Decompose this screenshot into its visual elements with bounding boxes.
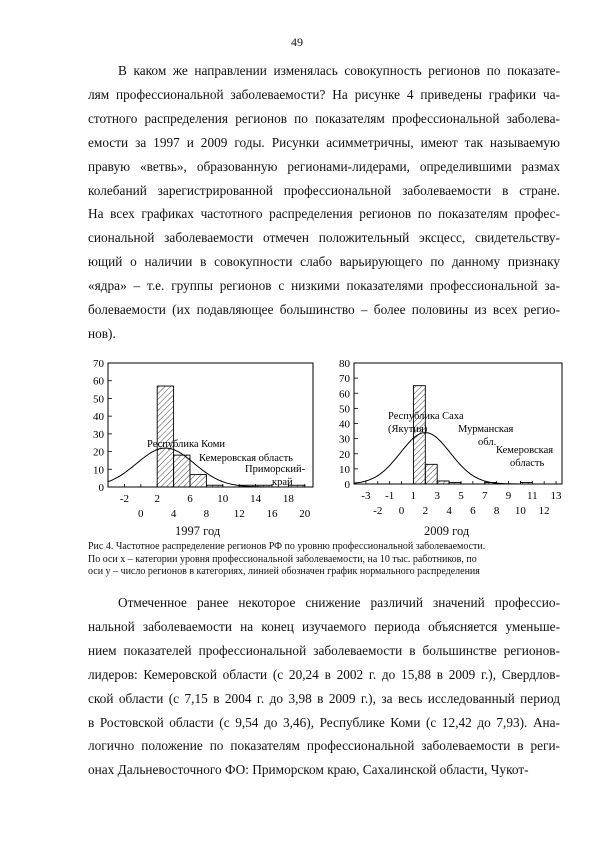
- x-tick-label-bottom: 12: [538, 505, 550, 517]
- y-tick-label: 70: [339, 373, 350, 386]
- x-tick-label-top: 7: [481, 490, 488, 502]
- annotation-label: Приморский-: [245, 464, 306, 475]
- x-tick-label-bottom: 4: [446, 505, 452, 517]
- x-tick-label-top: -3: [361, 490, 371, 502]
- y-tick-label: 20: [93, 446, 104, 459]
- annotation-label: Мурманская: [458, 424, 514, 435]
- y-tick-label: 10: [93, 464, 104, 477]
- annotation-label: Кемеровская: [496, 445, 554, 456]
- p2-line: Отмеченное ранее некоторое снижение различий значений профессио-: [118, 595, 560, 610]
- annotation-label: Республика Коми: [147, 439, 225, 450]
- y-tick-label: 0: [98, 482, 104, 494]
- annotation-label: обл.: [478, 437, 497, 448]
- x-tick-label-top: 10: [217, 493, 229, 505]
- x-tick-label-top: 13: [550, 490, 562, 502]
- x-tick-label-bottom: 8: [203, 508, 210, 520]
- x-tick-label-top: 3: [434, 490, 440, 502]
- x-tick-label-top: 18: [282, 493, 294, 505]
- x-tick-label-bottom: 20: [299, 508, 311, 520]
- y-tick-label: 20: [339, 448, 350, 461]
- chart-1997-xlabel: 1997 год: [175, 524, 221, 538]
- histogram-bar: [157, 386, 173, 487]
- chart-2009-svg: [330, 353, 566, 523]
- x-tick-label-top: 9: [505, 490, 512, 502]
- histogram-bar: [425, 464, 437, 484]
- annotation-label: область: [510, 458, 545, 469]
- y-tick-label: 30: [93, 428, 104, 441]
- x-tick-label-top: 6: [187, 493, 193, 505]
- p2-line: нальной заболеваемости на конец изучаемого периода объясняется уменьше-: [88, 618, 560, 634]
- y-tick-label: 80: [339, 358, 350, 370]
- p1-line: болеваемости (их подавляющее большинство – более половины из всех регио-: [88, 302, 560, 318]
- paragraph-2: [88, 591, 560, 782]
- y-tick-label: 40: [93, 411, 104, 424]
- chart-2009: [330, 353, 566, 528]
- y-tick-label: 30: [339, 433, 350, 446]
- x-tick-label-bottom: 12: [233, 508, 245, 520]
- histogram-bar: [174, 455, 190, 487]
- y-tick-label: 0: [344, 479, 350, 491]
- p1-line: стотного распределения регионов по показателям профессиональной заболева-: [88, 110, 560, 126]
- histogram-bar: [206, 485, 222, 487]
- caption-line-3: оси у – число регионов в категориях, линией обозначен график нормального распределения: [88, 566, 480, 578]
- annotation-label: Республика Саха: [388, 411, 464, 422]
- y-tick-label: 50: [93, 393, 104, 406]
- y-tick-label: 60: [93, 375, 104, 388]
- figure-caption: [88, 541, 568, 579]
- x-tick-label-bottom: 0: [138, 508, 144, 520]
- p2-line: ской области (с 7,15 в 2004 г. до 3,98 в 2009 г.), за весь исследованный период: [88, 690, 560, 706]
- x-tick-label-top: 2: [154, 493, 160, 505]
- chart-1997: [85, 353, 317, 528]
- x-tick-label-top: 1: [410, 490, 417, 502]
- caption-line-2: По оси х – категории уровня профессиональной заболеваемости, на 10 тыс. работников, по: [88, 553, 477, 565]
- x-tick-label-bottom: 2: [422, 505, 429, 517]
- y-tick-label: 10: [339, 463, 350, 476]
- x-tick-label-bottom: 6: [470, 505, 476, 517]
- p1-line: емости за 1997 и 2009 годы. Рисунки асимметричны, имеют так называемую: [88, 134, 560, 150]
- p2-line: онах Дальневосточного ФО: Приморском краю, Сахалинской области, Чукот-: [88, 762, 529, 778]
- caption-line-1: Рис 4. Частотное распределение регионов РФ по уровню профессиональной заболеваемости.: [88, 541, 486, 552]
- p1-line: ющий о наличии в совокупности слабо варьирующего по данному признаку: [88, 254, 560, 270]
- paragraph-1: [88, 59, 560, 346]
- y-tick-label: 50: [339, 403, 350, 416]
- p2-line: лидеров: Кемеровской области (с 20,24 в 2002 г. до 15,88 в 2009 г.), Свердлов-: [88, 666, 560, 682]
- y-tick-label: 40: [339, 418, 350, 431]
- x-tick-label-bottom: 4: [170, 508, 177, 520]
- annotation-label: Кемеровская область: [199, 453, 293, 464]
- x-tick-label-top: -2: [119, 493, 129, 505]
- p1-line: В каком же направлении изменялась совокупность регионов по показате-: [118, 63, 560, 78]
- chart-2009-xlabel: 2009 год: [424, 524, 470, 538]
- p1-line: лям профессиональной заболеваемости? На рисунке 4 приведены графики ча-: [88, 86, 560, 102]
- p1-line: На всех графиках частотного распределения регионов по показателям профес-: [88, 206, 560, 222]
- y-tick-label: 60: [339, 388, 350, 401]
- x-tick-label-bottom: -2: [373, 505, 383, 517]
- x-tick-label-bottom: 8: [493, 505, 500, 517]
- histogram-bar: [190, 475, 206, 487]
- x-tick-label-top: -1: [385, 490, 395, 502]
- x-tick-label-top: 14: [250, 493, 262, 505]
- p1-line: правую «ветвь», образованную регионами-лидерами, определившими размах: [88, 158, 560, 174]
- p1-line: нов).: [88, 325, 116, 341]
- p1-line: сиональной заболеваемости отмечен положительный эксцесс, свидетельству-: [88, 230, 560, 246]
- x-tick-label-top: 5: [458, 490, 464, 502]
- x-tick-label-top: 11: [526, 490, 538, 502]
- x-tick-label-bottom: 10: [514, 505, 526, 517]
- p1-line: колебаний зарегистрированной профессиональной заболеваемости в стране.: [88, 182, 560, 198]
- p2-line: в Ростовской области (с 9,54 до 3,46), Республике Коми (с 12,42 до 7,93). Ана-: [88, 714, 560, 730]
- histogram-bar: [449, 482, 461, 484]
- x-tick-label-bottom: 0: [398, 505, 405, 517]
- page-number: 49: [291, 35, 303, 49]
- p1-line: «ядра» – т.е. группы регионов с низкими показателями профессиональной за-: [88, 278, 560, 294]
- x-tick-label-bottom: 16: [266, 508, 278, 520]
- y-tick-label: 70: [93, 358, 104, 370]
- annotation-label: край: [272, 477, 293, 488]
- p2-line: нием показателей профессиональной заболеваемости в большинстве регионов-: [88, 642, 560, 658]
- annotation-label: (Якутия): [388, 424, 428, 435]
- chart-1997-svg: [85, 353, 317, 523]
- histogram-bar: [437, 481, 449, 484]
- p2-line: логично положение по показателям профессиональной заболеваемости в реги-: [88, 738, 560, 754]
